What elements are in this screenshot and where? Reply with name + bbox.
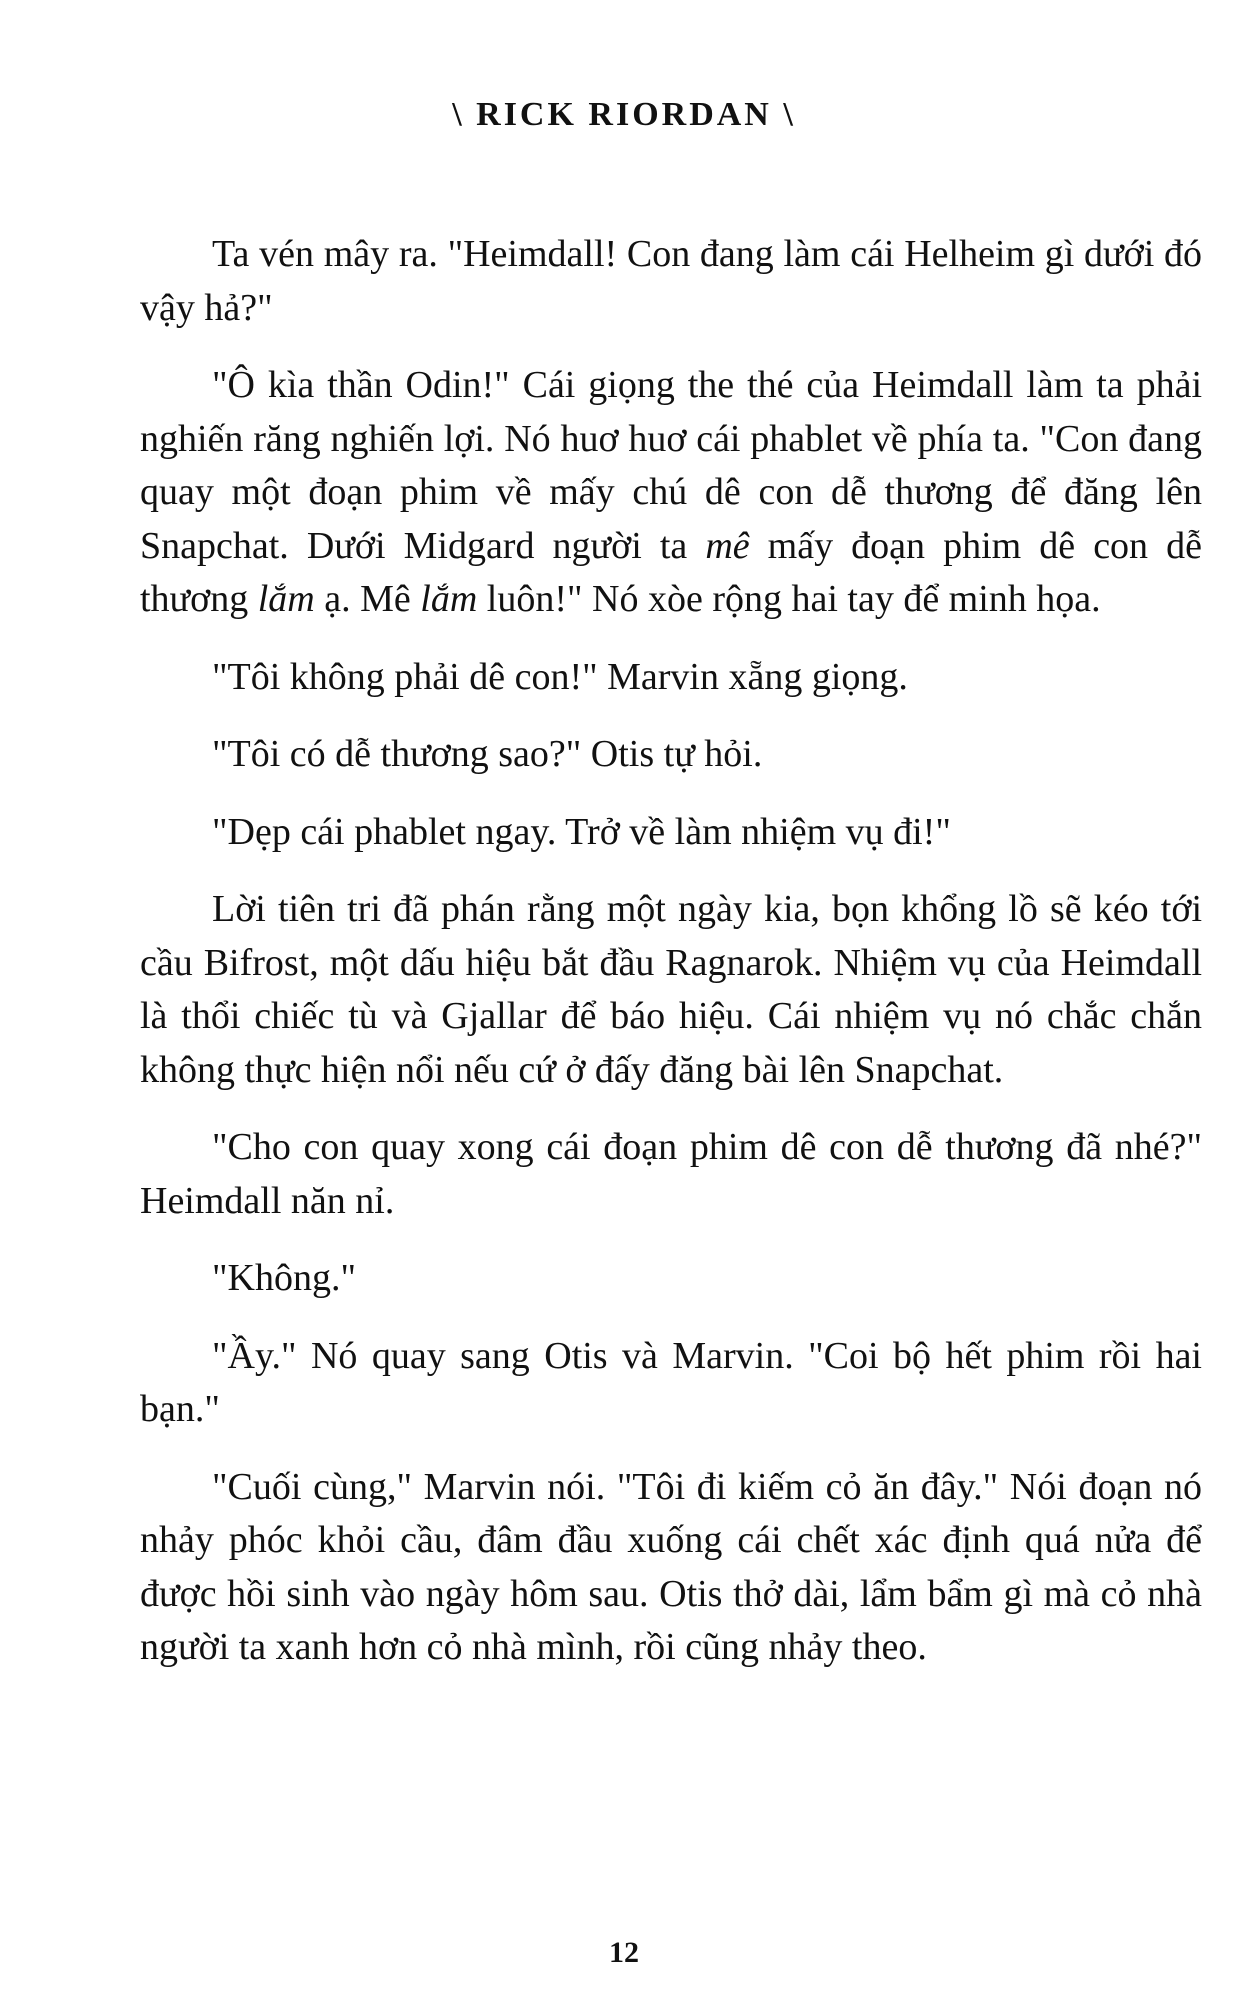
paragraph: "Tôi không phải dê con!" Marvin xẵng giọng. bbox=[212, 655, 908, 698]
page-number: 12 bbox=[609, 1936, 639, 1969]
paragraph: "Cho con quay xong cái đoạn phim dê con dễ thương đã nhé?" Heimdall năn nỉ. bbox=[140, 1126, 1202, 1222]
text-run: mấy đoạn phim dê con dễ thương bbox=[140, 524, 1202, 620]
italic-run: lắm bbox=[420, 578, 478, 620]
text-run: ạ. Mê bbox=[314, 578, 421, 620]
paragraph: Lời tiên tri đã phán rằng một ngày kia, bọn khổng lồ sẽ kéo tới cầu Bifrost, một dấu hiệu bắt đầu Ragnarok. Nhiệm vụ của Heimdall là thổi chiếc tù và Gjallar để báo hiệu. Cái nhiệm vụ nó chắc chắn không thực hiện nổi nếu cứ ở đấy đăng bài lên Snapchat. bbox=[140, 888, 1202, 1091]
paragraph: "Tôi có dễ thương sao?" Otis tự hỏi. bbox=[212, 733, 763, 775]
paragraph: Ta vén mây ra. "Heimdall! Con đang làm cái Helheim gì dưới đó vậy hả?" bbox=[140, 233, 1202, 329]
italic-run: mê bbox=[705, 524, 750, 567]
paragraph: "Ầy." Nó quay sang Otis và Marvin. "Coi bộ hết phim rồi hai bạn." bbox=[140, 1334, 1202, 1430]
text-run: luôn!" Nó xòe rộng hai tay để minh họa. bbox=[477, 578, 1101, 620]
running-head: \ RICK RIORDAN \ bbox=[452, 96, 796, 133]
paragraph: "Dẹp cái phablet ngay. Trở về làm nhiệm vụ đi!" bbox=[212, 810, 951, 853]
text-run: "Ô kìa thần Odin!" Cái giọng the thé của Heimdall làm ta phải nghiến răng nghiến lợi. Nó huơ huơ cái phablet về phía ta. "Con đang quay một đoạn phim về mấy chú dê con dễ thương để đăng lên Snapchat. Dưới Midgard người ta bbox=[140, 364, 1202, 567]
paragraph: "Cuối cùng," Marvin nói. "Tôi đi kiếm cỏ ăn đây." Nói đoạn nó nhảy phóc khỏi cầu, đâm đầu xuống cái chết xác định quá nửa để được hồi sinh vào ngày hôm sau. Otis thở dài, lẩm bẩm gì mà cỏ nhà người ta xanh hơn cỏ nhà mình, rồi cũng nhảy theo. bbox=[140, 1465, 1202, 1668]
paragraph: "Không." bbox=[212, 1257, 356, 1299]
italic-run: lắm bbox=[257, 578, 315, 620]
body-text bbox=[140, 228, 1202, 1699]
paragraph bbox=[140, 359, 1202, 627]
